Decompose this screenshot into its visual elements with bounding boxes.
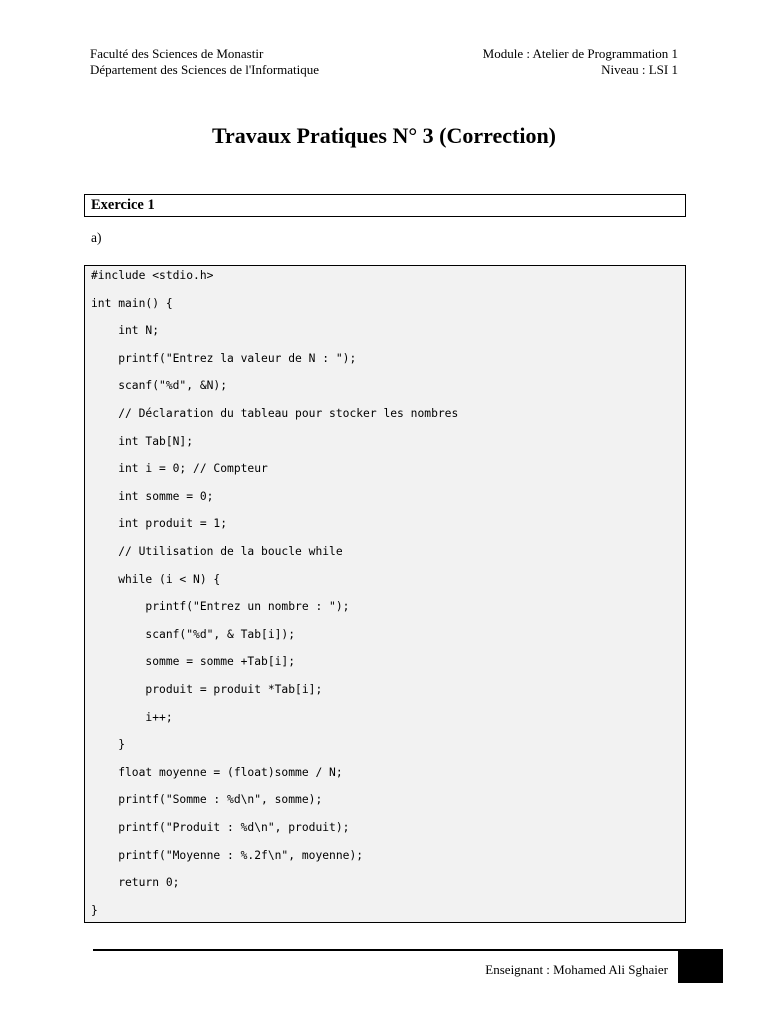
teacher-name: Enseignant : Mohamed Ali Sghaier — [485, 962, 668, 977]
page-title: Travaux Pratiques N° 3 (Correction) — [211, 123, 557, 148]
footer-rule — [93, 949, 678, 951]
code-line: float moyenne = (float)somme / N; — [91, 765, 343, 779]
subpart-label: a) — [91, 230, 102, 245]
exercise-heading: Exercice 1 — [91, 197, 155, 213]
code-block — [84, 265, 686, 923]
code-line: } — [91, 903, 98, 917]
exercise-heading-box — [84, 194, 686, 217]
code-line: somme = somme +Tab[i]; — [91, 655, 296, 669]
code-line: printf("Moyenne : %.2f\n", moyenne); — [91, 848, 364, 862]
code-line: int main() { — [91, 296, 173, 310]
code-line: int somme = 0; — [91, 489, 214, 503]
code-line: printf("Entrez la valeur de N : "); — [91, 351, 357, 365]
department-name: Département des Sciences de l'Informatique — [90, 62, 320, 77]
code-line: printf("Produit : %d\n", produit); — [91, 821, 350, 834]
header-course — [483, 46, 678, 78]
faculty-name: Faculté des Sciences de Monastir — [90, 46, 264, 61]
footer-page-block — [678, 949, 723, 983]
code-line: int Tab[N]; — [91, 434, 194, 448]
header-institution — [90, 46, 319, 78]
code-line: int N; — [91, 324, 160, 338]
code-line: int produit = 1; — [91, 517, 228, 531]
code-line: i++; — [91, 710, 173, 724]
module-name: Module : Atelier de Programmation 1 — [482, 46, 678, 61]
code-line: scanf("%d", & Tab[i]); — [91, 627, 296, 641]
code-line: #include <stdio.h> — [91, 269, 214, 282]
code-line: return 0; — [91, 876, 180, 890]
code-line: } — [91, 738, 126, 752]
code-line: // Utilisation de la boucle while — [91, 545, 343, 558]
code-line: int i = 0; // Compteur — [91, 462, 268, 476]
level: Niveau : LSI 1 — [601, 62, 678, 77]
code-line: scanf("%d", &N); — [91, 379, 228, 393]
code-line: // Déclaration du tableau pour stocker les nombres — [91, 407, 459, 420]
code-line: printf("Entrez un nombre : "); — [91, 600, 350, 614]
code-line: while (i < N) { — [91, 572, 221, 586]
code-line: printf("Somme : %d\n", somme); — [91, 793, 323, 807]
code-line: produit = produit *Tab[i]; — [91, 683, 323, 696]
